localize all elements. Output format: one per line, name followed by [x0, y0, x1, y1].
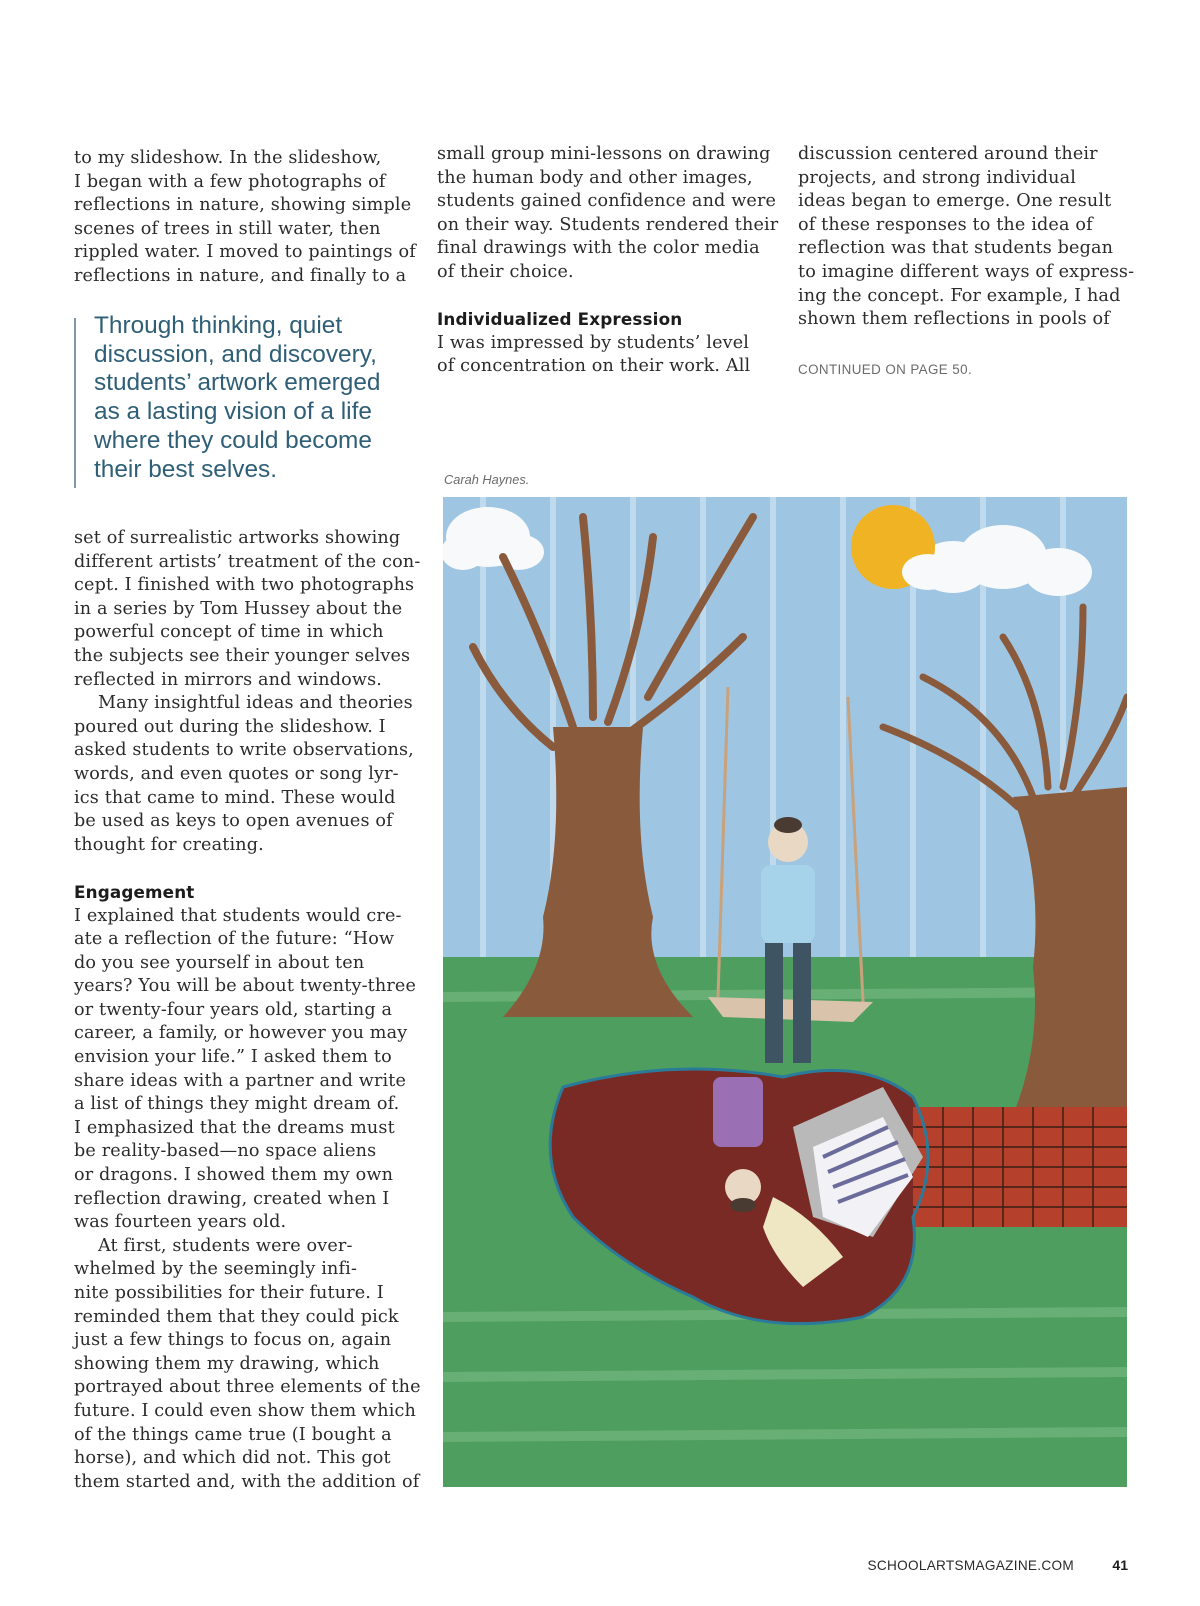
text-line: rippled water. I moved to paintings of	[74, 242, 416, 263]
artwork-caption: Carah Haynes.	[444, 472, 530, 487]
text-line: career, a family, or however you may	[74, 1023, 408, 1044]
text-line: the subjects see their younger selves	[74, 645, 411, 666]
text-line: scenes of trees in still water, then	[74, 218, 381, 239]
text-line: At first, students were over-	[98, 1235, 353, 1256]
text-line: ate a reflection of the future: “How	[74, 929, 395, 950]
pull-quote-line: Through thinking, quiet	[94, 312, 343, 339]
paragraph	[798, 143, 1135, 332]
text-line: reflected in mirrors and windows.	[74, 669, 383, 690]
text-line: thought for creating.	[74, 834, 264, 855]
text-line: discussion centered around their	[798, 144, 1098, 164]
text-line: final drawings with the color media	[437, 238, 760, 259]
text-line: in a series by Tom Hussey about the	[74, 598, 403, 619]
text-line: or dragons. I showed them my own	[74, 1165, 394, 1186]
pull-quote-text	[94, 312, 414, 484]
paragraph	[74, 1235, 421, 1495]
text-line: was fourteen years old.	[74, 1212, 287, 1233]
text-line: be reality-based—no space aliens	[74, 1141, 377, 1162]
text-line: set of surrealistic artworks showing	[74, 528, 401, 548]
column-1-bottom-text	[74, 527, 421, 1494]
text-line: of these responses to the idea of	[798, 214, 1093, 235]
text-line: whelmed by the seemingly infi-	[74, 1259, 358, 1280]
text-line: on their way. Students rendered their	[437, 214, 779, 235]
text-line: just a few things to focus on, again	[74, 1330, 392, 1351]
footer-website: SCHOOLARTSMAGAZINE.COM	[867, 1558, 1074, 1573]
text-line: I explained that students would cre-	[74, 905, 402, 926]
section-heading-individualized-expression: Individualized Expression	[437, 309, 683, 330]
text-line: to imagine different ways of express-	[798, 261, 1135, 282]
section-heading-engagement: Engagement	[74, 881, 195, 902]
text-line: I was impressed by students’ level	[437, 332, 750, 353]
column-3-text	[798, 143, 1135, 332]
page-number: 41	[1112, 1557, 1128, 1573]
pull-quote	[74, 312, 414, 488]
student-artwork-image	[443, 497, 1127, 1487]
text-line: or twenty-four years old, starting a	[74, 999, 393, 1020]
text-line: of the things came true (I bought a	[74, 1424, 392, 1445]
text-line: ics that came to mind. These would	[74, 787, 396, 808]
text-line: portrayed about three elements of the	[74, 1377, 421, 1398]
text-line: showing them my drawing, which	[74, 1353, 380, 1374]
text-line: share ideas with a partner and write	[74, 1070, 407, 1091]
pull-quote-line: students’ artwork emerged	[94, 369, 381, 397]
text-line: powerful concept of time in which	[74, 622, 384, 643]
text-line: asked students to write observations,	[74, 740, 414, 761]
text-line: Many insightful ideas and theories	[98, 693, 413, 714]
text-line: students gained confidence and were	[437, 191, 777, 212]
text-line: ideas began to emerge. One result	[798, 191, 1112, 212]
text-line: do you see yourself in about ten	[74, 952, 365, 973]
paragraph	[437, 332, 767, 379]
column-1-top-text	[74, 147, 416, 289]
paragraph	[74, 905, 417, 1235]
text-line: horse), and which did not. This got	[74, 1448, 391, 1469]
text-line: shown them reflections in pools of	[798, 309, 1110, 330]
text-line: poured out during the slideshow. I	[74, 716, 386, 737]
text-line: reflection was that students began	[798, 238, 1114, 259]
text-line: of their choice.	[437, 261, 574, 282]
paragraph	[74, 147, 416, 289]
text-line: future. I could even show them which	[74, 1400, 417, 1421]
paragraph	[74, 692, 414, 857]
sun-cloud	[902, 554, 954, 590]
text-line: words, and even quotes or song lyr-	[74, 763, 399, 784]
text-line: reflection drawing, created when I	[74, 1188, 390, 1209]
text-line: I emphasized that the dreams must	[74, 1117, 395, 1138]
text-line: different artists’ treatment of the con-	[74, 551, 421, 572]
paragraph	[437, 143, 779, 285]
paragraph	[74, 527, 421, 692]
pull-quote-line: where they could become	[94, 426, 372, 454]
text-line: projects, and strong individual	[798, 167, 1077, 188]
text-line: ing the concept. For example, I had	[798, 285, 1121, 306]
text-line: a list of things they might dream of.	[74, 1094, 400, 1115]
text-line: cept. I finished with two photographs	[74, 575, 415, 596]
pull-quote-line: their best selves.	[94, 455, 278, 483]
text-line: reflections in nature, showing simple	[74, 195, 412, 216]
text-line: I began with a few photographs of	[74, 171, 386, 192]
text-line: envision your life.” I asked them to	[74, 1047, 392, 1068]
column-2-text	[437, 143, 779, 379]
text-line: reflections in nature, and finally to a	[74, 265, 407, 286]
text-line: the human body and other images,	[437, 167, 753, 188]
text-line: reminded them that they could pick	[74, 1306, 399, 1327]
pull-quote-line: as a lasting vision of a life	[94, 398, 372, 426]
pull-quote-line: discussion, and discovery,	[94, 340, 377, 368]
artwork-drawing	[443, 497, 1127, 1487]
text-line: them started and, with the addition of	[74, 1471, 420, 1492]
text-line: small group mini-lessons on drawing	[437, 144, 771, 164]
text-line: be used as keys to open avenues of	[74, 811, 393, 832]
text-line: to my slideshow. In the slideshow,	[74, 148, 382, 168]
text-line: of concentration on their work. All	[437, 356, 751, 377]
text-line: nite possibilities for their future. I	[74, 1283, 384, 1303]
continued-notice: CONTINUED ON PAGE 50.	[798, 362, 973, 377]
text-line: years? You will be about twenty-three	[74, 976, 417, 997]
